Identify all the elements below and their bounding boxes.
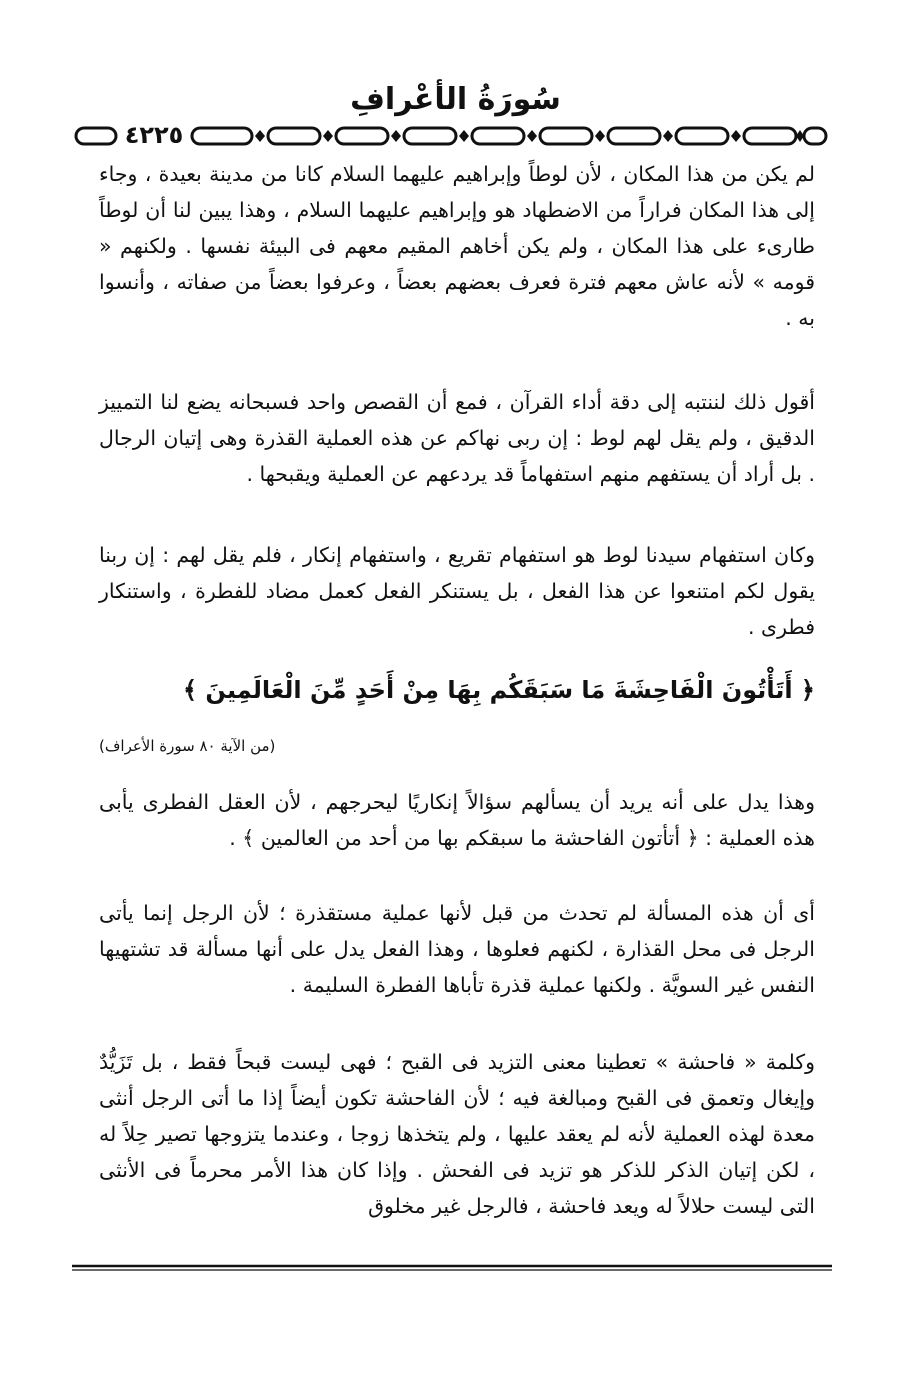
page-number: ٤٢٢٥ <box>118 121 190 149</box>
surah-title: سُورَةُ الأعْرافِ <box>350 82 561 117</box>
verse-reference: (من الآية ٨٠ سورة الأعراف) <box>99 737 276 755</box>
quran-verse: ﴿ أَتَأْتُونَ الْفَاحِشَةَ مَا سَبَقَكُم بِهَا مِنْ أَحَدٍ مِّنَ الْعَالَمِينَ ﴾ <box>182 676 815 704</box>
paragraph-4: وهذا يدل على أنه يريد أن يسألهم سؤالاً إنكاريًا ليحرجهم ، لأن العقل الفطرى يأبى هذه العملية : ﴿ أتأتون الفاحشة ما سبقكم بها من أحد من العالمين ﴾ . <box>99 790 815 850</box>
paragraph-5: أى أن هذه المسألة لم تحدث من قبل لأنها عملية مستقذرة ؛ لأن الرجل إنما يأتى الرجل فى محل القذارة ، لكنهم فعلوها ، وهذا الفعل يدل على أنها مسألة قد تشتهيها النفس غير السويَّة . ولكنها عملية قذرة تأباها الفطرة السليمة . <box>99 901 815 997</box>
paragraph-6: وكلمة « فاحشة » تعطينا معنى التزيد فى القبح ؛ فهى ليست قبحاً فقط ، بل تَزَيُّدٌ وإيغال وتعمق فى القبح ومبالغة فيه ؛ لأن الفاحشة تكون أيضاً إذا ما أتى الرجل أنثى معدة لهذه العملية لأنه لم يعقد عليها ، ولم يتخذها زوجا ، وعندما يتزوجها تصير حِلاً له ، لكن إتيان الذكر للذكر هو تزيد فى الفحش . وإذا كان هذا الأمر محرماً فى الأنثى التى ليست حلالاً له ويعد فاحشة ، فالرجل غير مخلوق <box>99 1050 815 1218</box>
bottom-rule <box>72 1264 832 1272</box>
paragraph-3: وكان استفهام سيدنا لوط هو استفهام تقريع ، واستفهام إنكار ، فلم يقل لهم : إن ربنا يقول لكم امتنعوا عن هذا الفعل ، بل يستنكر الفعل كعمل مضاد للفطرة ، واستنكار فطرى . <box>99 543 815 639</box>
paragraph-2: أقول ذلك لننتبه إلى دقة أداء القرآن ، فمع أن القصص واحد فسبحانه يضع لنا التمييز الدقيق ، ولم يقل لهم لوط : إن ربى نهاكم عن هذه العملية القذرة وهى إتيان الرجال . بل أراد أن يستفهم منهم استفهاماً قد يردعهم عن العملية ويقبحها . <box>99 390 815 486</box>
paragraph-1: لم يكن من هذا المكان ، لأن لوطاً وإبراهيم عليهما السلام كانا من مدينة بعيدة ، وجاء إلى هذا المكان فراراً من الاضطهاد هو وإبراهيم عليهما السلام ، وهذا يبين لنا أن لوطاً طارىء على هذا المكان ، ولم يكن أخاهم المقيم معهم فى البيئة نفسها . ولكنهم « قومه » لأنه عاش معهم فترة فعرف بعضهم بعضاً ، وعرفوا بعضاً من صفاته ، وأنسوا به . <box>99 162 815 330</box>
